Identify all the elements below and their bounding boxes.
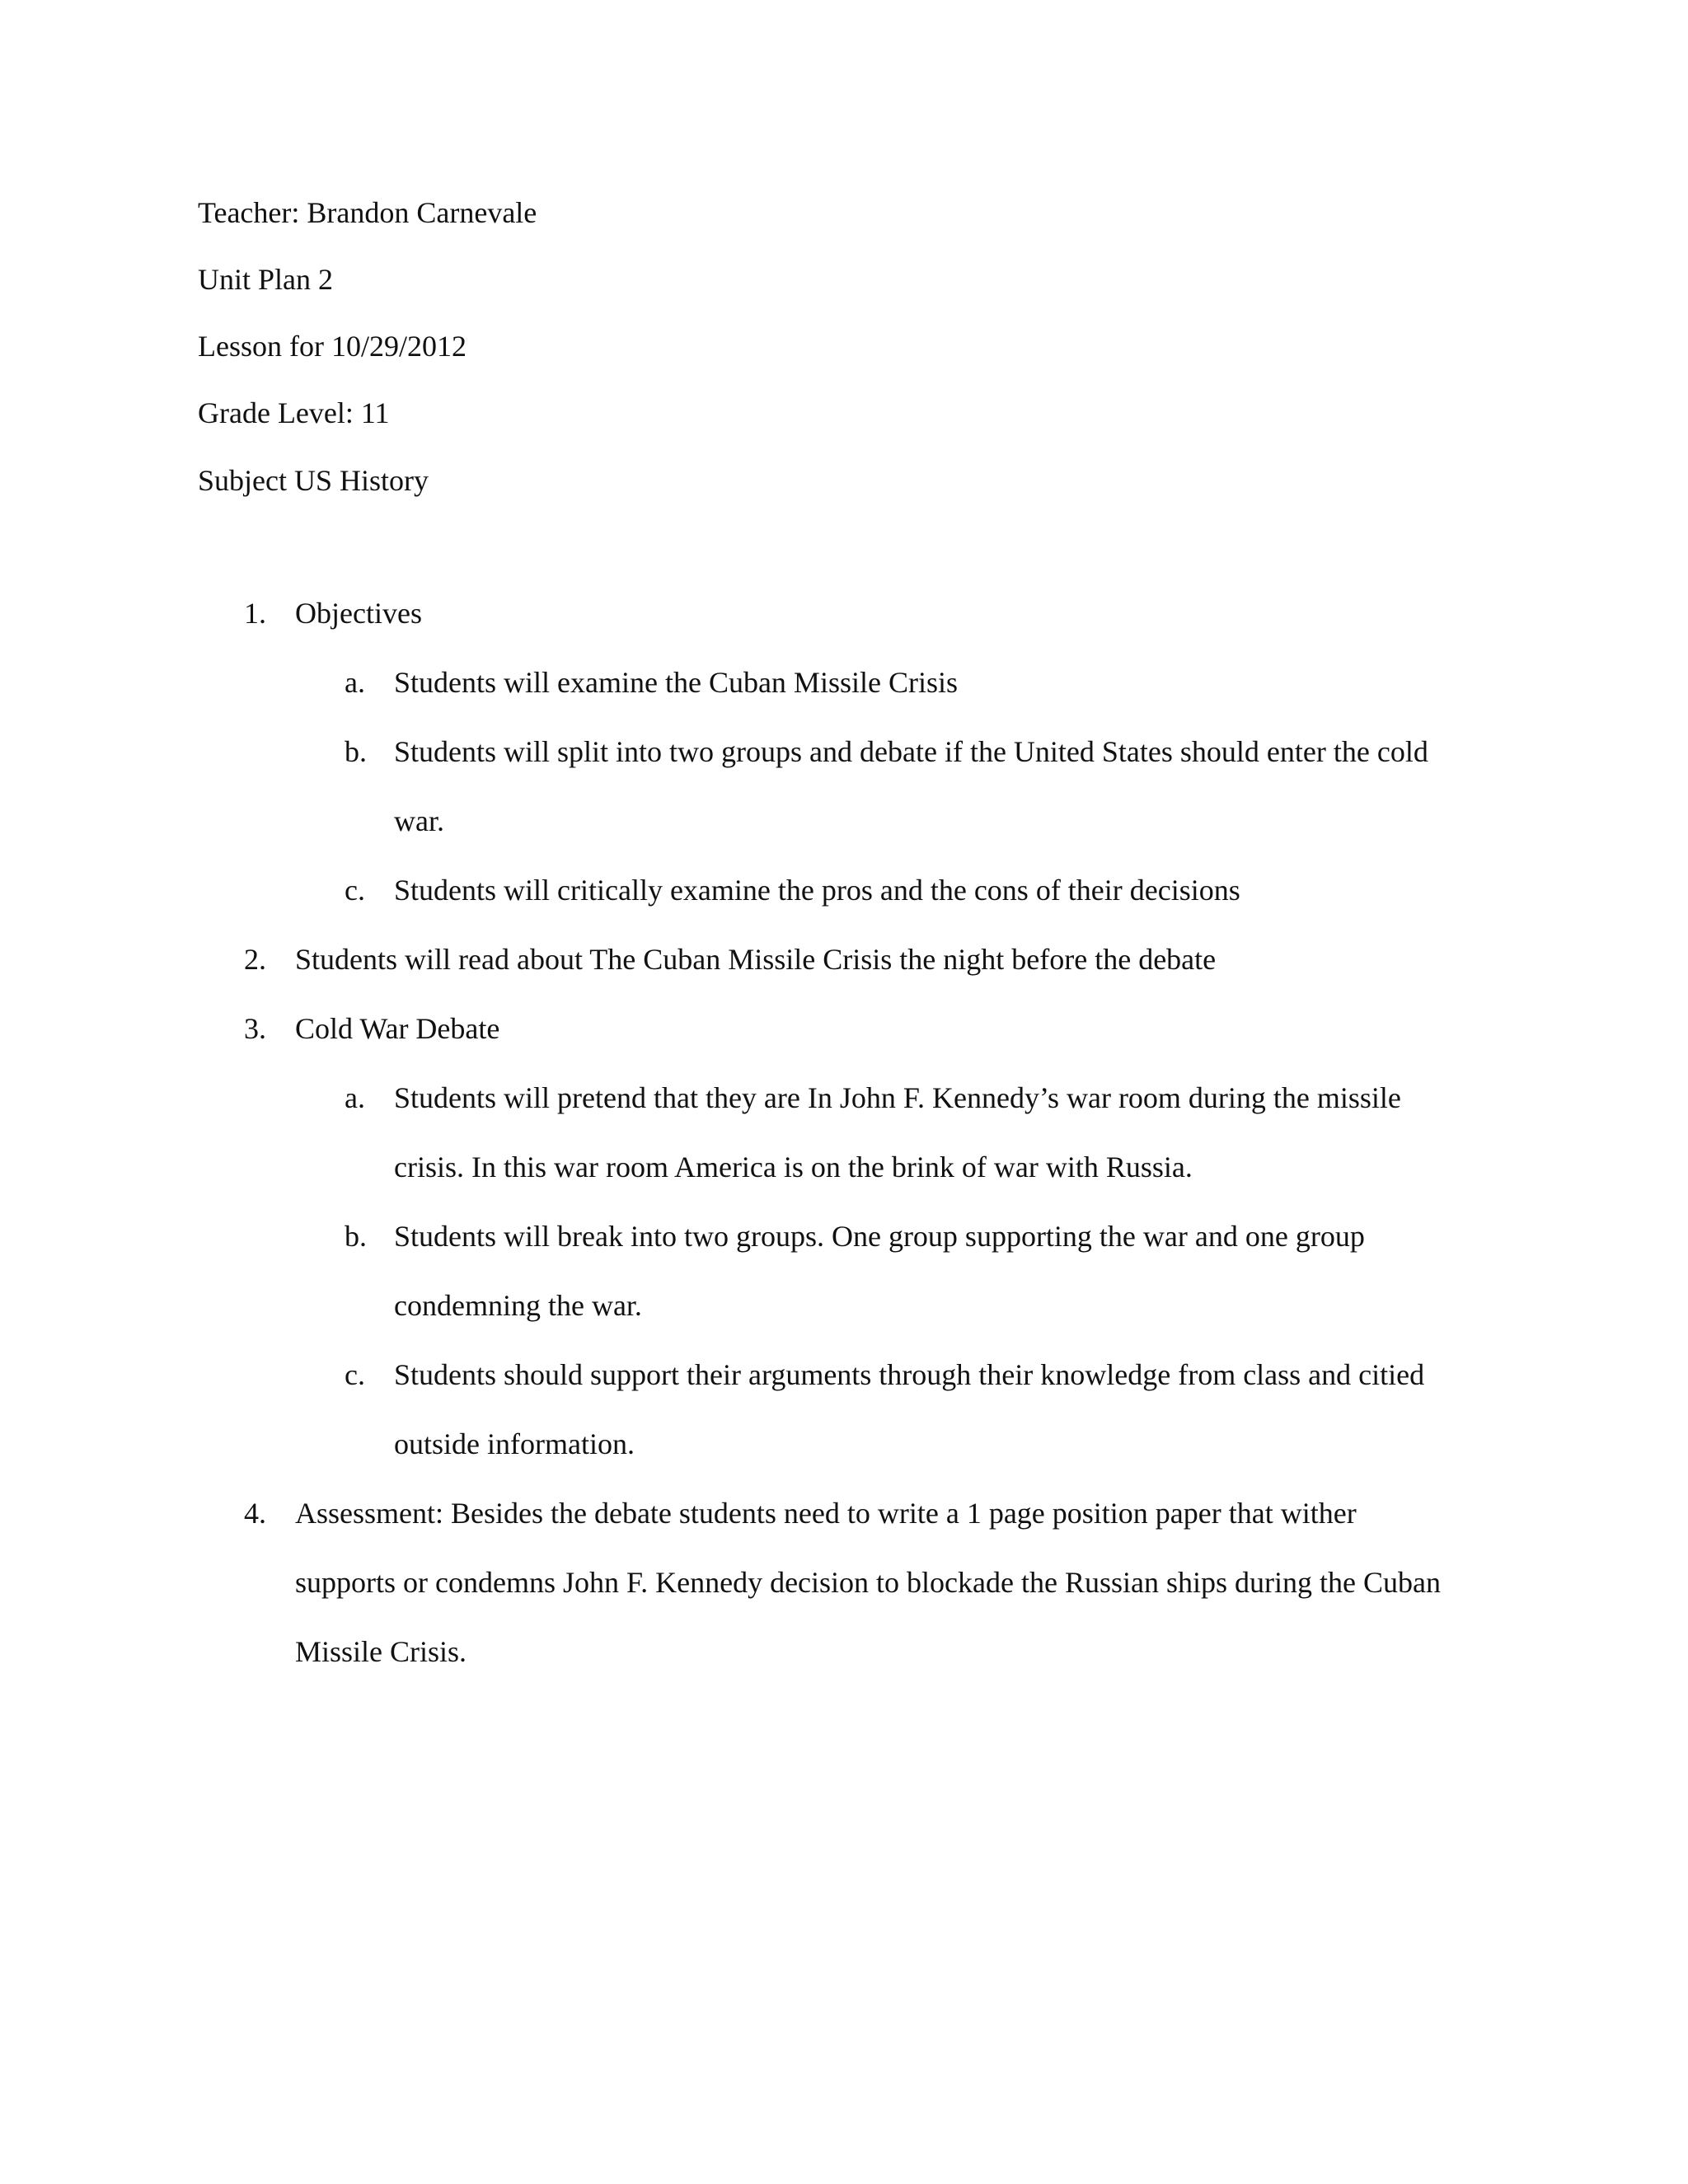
sub-marker: c. bbox=[345, 874, 365, 907]
teacher-line: Teacher: Brandon Carnevale bbox=[198, 196, 537, 229]
list-item-text: Students will critically examine the pros and the cons of their decisions bbox=[394, 874, 1240, 907]
list-item-text-cont: war. bbox=[394, 804, 444, 837]
grade-line: Grade Level: 11 bbox=[198, 396, 390, 429]
list-item-text-cont: condemning the war. bbox=[394, 1289, 642, 1322]
section-title-objectives: Objectives bbox=[295, 597, 422, 630]
list-item-text: Students will break into two groups. One group supporting the war and one group bbox=[394, 1220, 1365, 1253]
list-item-text: Students will examine the Cuban Missile Crisis bbox=[394, 666, 958, 699]
section-title-debate: Cold War Debate bbox=[295, 1012, 500, 1045]
list-number: 3. bbox=[244, 1012, 266, 1045]
assessment-text-cont: supports or condemns John F. Kennedy decision to blockade the Russian ships during the Cuban bbox=[295, 1566, 1441, 1599]
sub-marker: a. bbox=[345, 666, 365, 699]
list-item-text: Students will pretend that they are In John F. Kennedy’s war room during the missile bbox=[394, 1081, 1401, 1114]
sub-marker: b. bbox=[345, 735, 367, 768]
list-item-text-cont: outside information. bbox=[394, 1427, 635, 1460]
sub-marker: c. bbox=[345, 1358, 365, 1391]
assessment-text-cont: Missile Crisis. bbox=[295, 1635, 467, 1668]
list-item-text: Students will split into two groups and debate if the United States should enter the cold bbox=[394, 735, 1428, 768]
list-number: 4. bbox=[244, 1497, 266, 1530]
sub-marker: b. bbox=[345, 1220, 367, 1253]
list-number: 1. bbox=[244, 597, 266, 630]
lesson-line: Lesson for 10/29/2012 bbox=[198, 330, 467, 363]
assessment-text: Assessment: Besides the debate students need to write a 1 page position paper that wither bbox=[295, 1497, 1357, 1530]
list-item-text-cont: crisis. In this war room America is on the brink of war with Russia. bbox=[394, 1151, 1193, 1183]
unit-line: Unit Plan 2 bbox=[198, 263, 334, 296]
list-item-text: Students should support their arguments through their knowledge from class and citied bbox=[394, 1358, 1425, 1391]
subject-line: Subject US History bbox=[198, 464, 429, 497]
section-title-reading: Students will read about The Cuban Missile Crisis the night before the debate bbox=[295, 943, 1217, 976]
list-number: 2. bbox=[244, 943, 266, 976]
sub-marker: a. bbox=[345, 1081, 365, 1114]
